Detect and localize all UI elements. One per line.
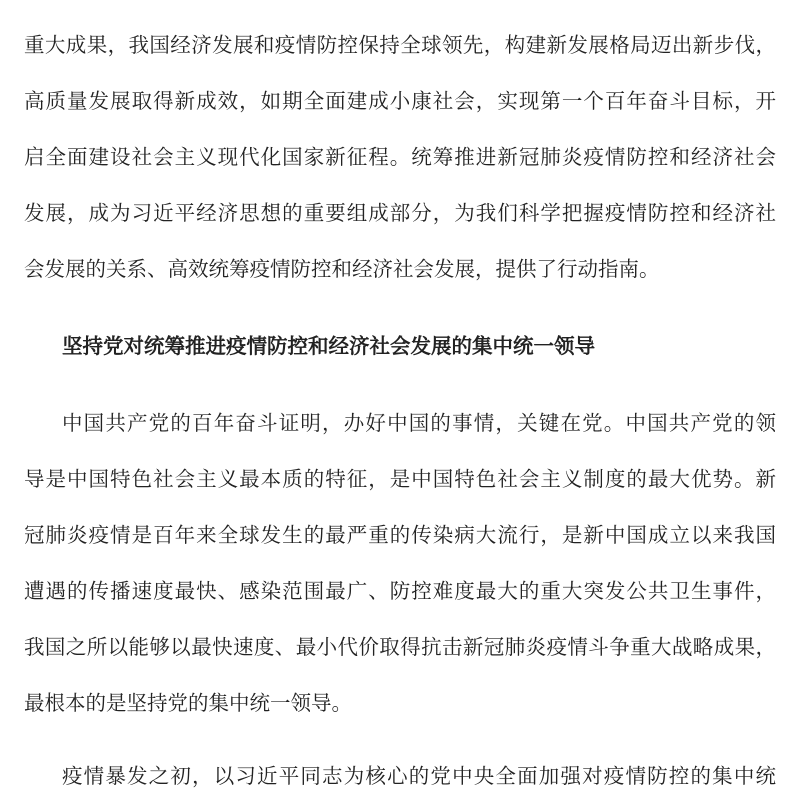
paragraph-line: 遭遇的传播速度最快、感染范围最广、防控难度最大的重大突发公共卫生事件， [24, 579, 776, 603]
paragraph-line: 最根本的是坚持党的集中统一领导。 [24, 691, 352, 715]
section-heading: 坚持党对统筹推进疫情防控和经济社会发展的集中统一领导 [62, 334, 595, 358]
paragraph-line: 会发展的关系、高效统筹疫情防控和经济社会发展，提供了行动指南。 [24, 257, 660, 281]
paragraph-line: 疫情暴发之初，以习近平同志为核心的党中央全面加强对疫情防控的集中统 [62, 764, 776, 788]
section-heading-block [24, 318, 776, 374]
paragraph-line: 我国之所以能够以最快速度、最小代价取得抗击新冠肺炎疫情斗争重大战略成果， [24, 635, 776, 659]
paragraph-line: 发展，成为习近平经济思想的重要组成部分，为我们科学把握疫情防控和经济社 [24, 201, 776, 225]
paragraph-line: 导是中国特色社会主义最本质的特征，是中国特色社会主义制度的最大优势。新 [24, 467, 776, 491]
paragraph-line: 启全面建设社会主义现代化国家新征程。统筹推进新冠肺炎疫情防控和经济社会 [24, 145, 776, 169]
paragraph [24, 395, 776, 731]
paragraph-line: 高质量发展取得新成效，如期全面建成小康社会，实现第一个百年奋斗目标，开 [24, 89, 776, 113]
paragraph [24, 17, 776, 297]
document-page [24, 17, 776, 800]
paragraph [24, 752, 776, 800]
paragraph-line: 中国共产党的百年奋斗证明，办好中国的事情，关键在党。中国共产党的领 [62, 411, 776, 435]
paragraph-line: 重大成果，我国经济发展和疫情防控保持全球领先，构建新发展格局迈出新步伐， [24, 33, 776, 57]
paragraph-line: 冠肺炎疫情是百年来全球发生的最严重的传染病大流行，是新中国成立以来我国 [24, 523, 776, 547]
